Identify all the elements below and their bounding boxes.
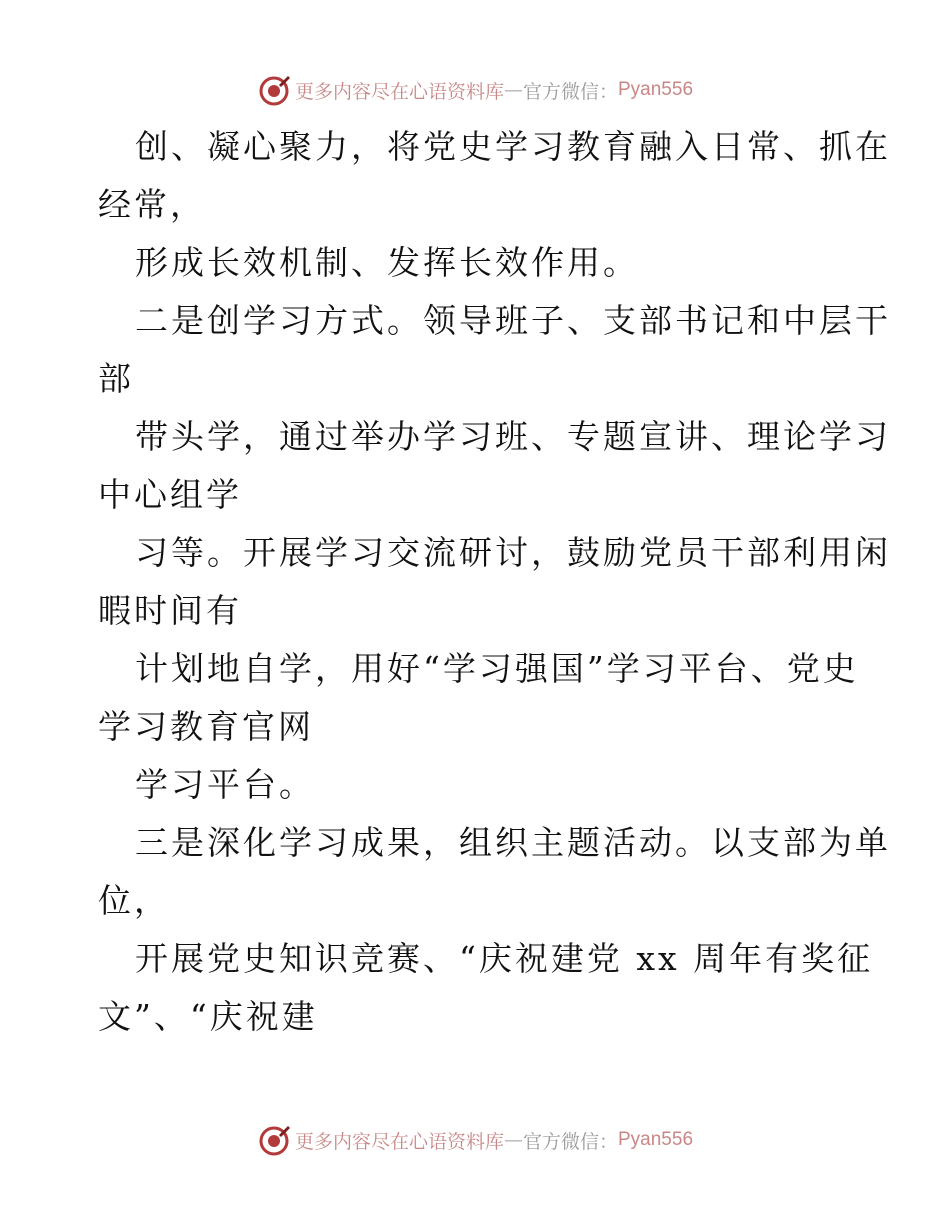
banner-wechat-label: 官方微信：	[522, 1130, 618, 1153]
paragraph-line: 三是深化学习成果，组织主题活动。以支部为单	[135, 823, 891, 862]
paragraph-line: 开展党史知识竞赛、“庆祝建党 xx 周年有奖征	[135, 939, 874, 978]
paragraph-line: 部	[98, 359, 134, 398]
paragraph	[98, 930, 874, 1046]
banner-separator: —	[503, 1129, 523, 1151]
paragraph-line: 带头学，通过举办学习班、专题宣讲、理论学习	[135, 417, 891, 456]
paragraph	[98, 814, 891, 930]
quill-seal-icon	[257, 73, 291, 107]
paragraph-line: 形成长效机制、发挥长效作用。	[135, 243, 639, 282]
paragraph	[98, 756, 858, 814]
paragraph-line: 暇时间有	[98, 591, 242, 630]
banner-wechat-label: 官方微信：	[522, 80, 618, 103]
banner-wechat-id: Pyan556	[618, 79, 694, 100]
paragraph	[98, 292, 891, 408]
paragraph-line: 位，	[98, 881, 170, 920]
paragraph-line: 学习教育官网	[98, 707, 314, 746]
paragraph-line: 习等。开展学习交流研讨，鼓励党员干部利用闲	[135, 533, 891, 572]
paragraph-line: 创、凝心聚力，将党史学习教育融入日常、抓在	[135, 127, 891, 166]
quill-seal-icon	[257, 1123, 291, 1157]
paragraph	[98, 234, 858, 292]
paragraph	[98, 408, 891, 524]
paragraph-line: 学习平台。	[135, 765, 315, 804]
banner-slogan: 更多内容尽在心语资料库	[294, 1130, 504, 1153]
document-body	[98, 118, 891, 1046]
paragraph-line: 计划地自学，用好“学习强国”学习平台、党史	[135, 649, 859, 688]
header-banner	[0, 70, 950, 110]
paragraph-line: 中心组学	[98, 475, 242, 514]
paragraph-line: 二是创学习方式。领导班子、支部书记和中层干	[135, 301, 891, 340]
paragraph-line: 文”、“庆祝建	[98, 997, 318, 1036]
paragraph	[98, 118, 891, 234]
footer-banner	[0, 1120, 950, 1160]
paragraph	[98, 524, 891, 640]
banner-separator: —	[503, 79, 523, 101]
paragraph	[98, 640, 858, 756]
banner-slogan: 更多内容尽在心语资料库	[294, 80, 504, 103]
paragraph-line: 经常，	[98, 185, 206, 224]
banner-wechat-id: Pyan556	[618, 1129, 694, 1150]
